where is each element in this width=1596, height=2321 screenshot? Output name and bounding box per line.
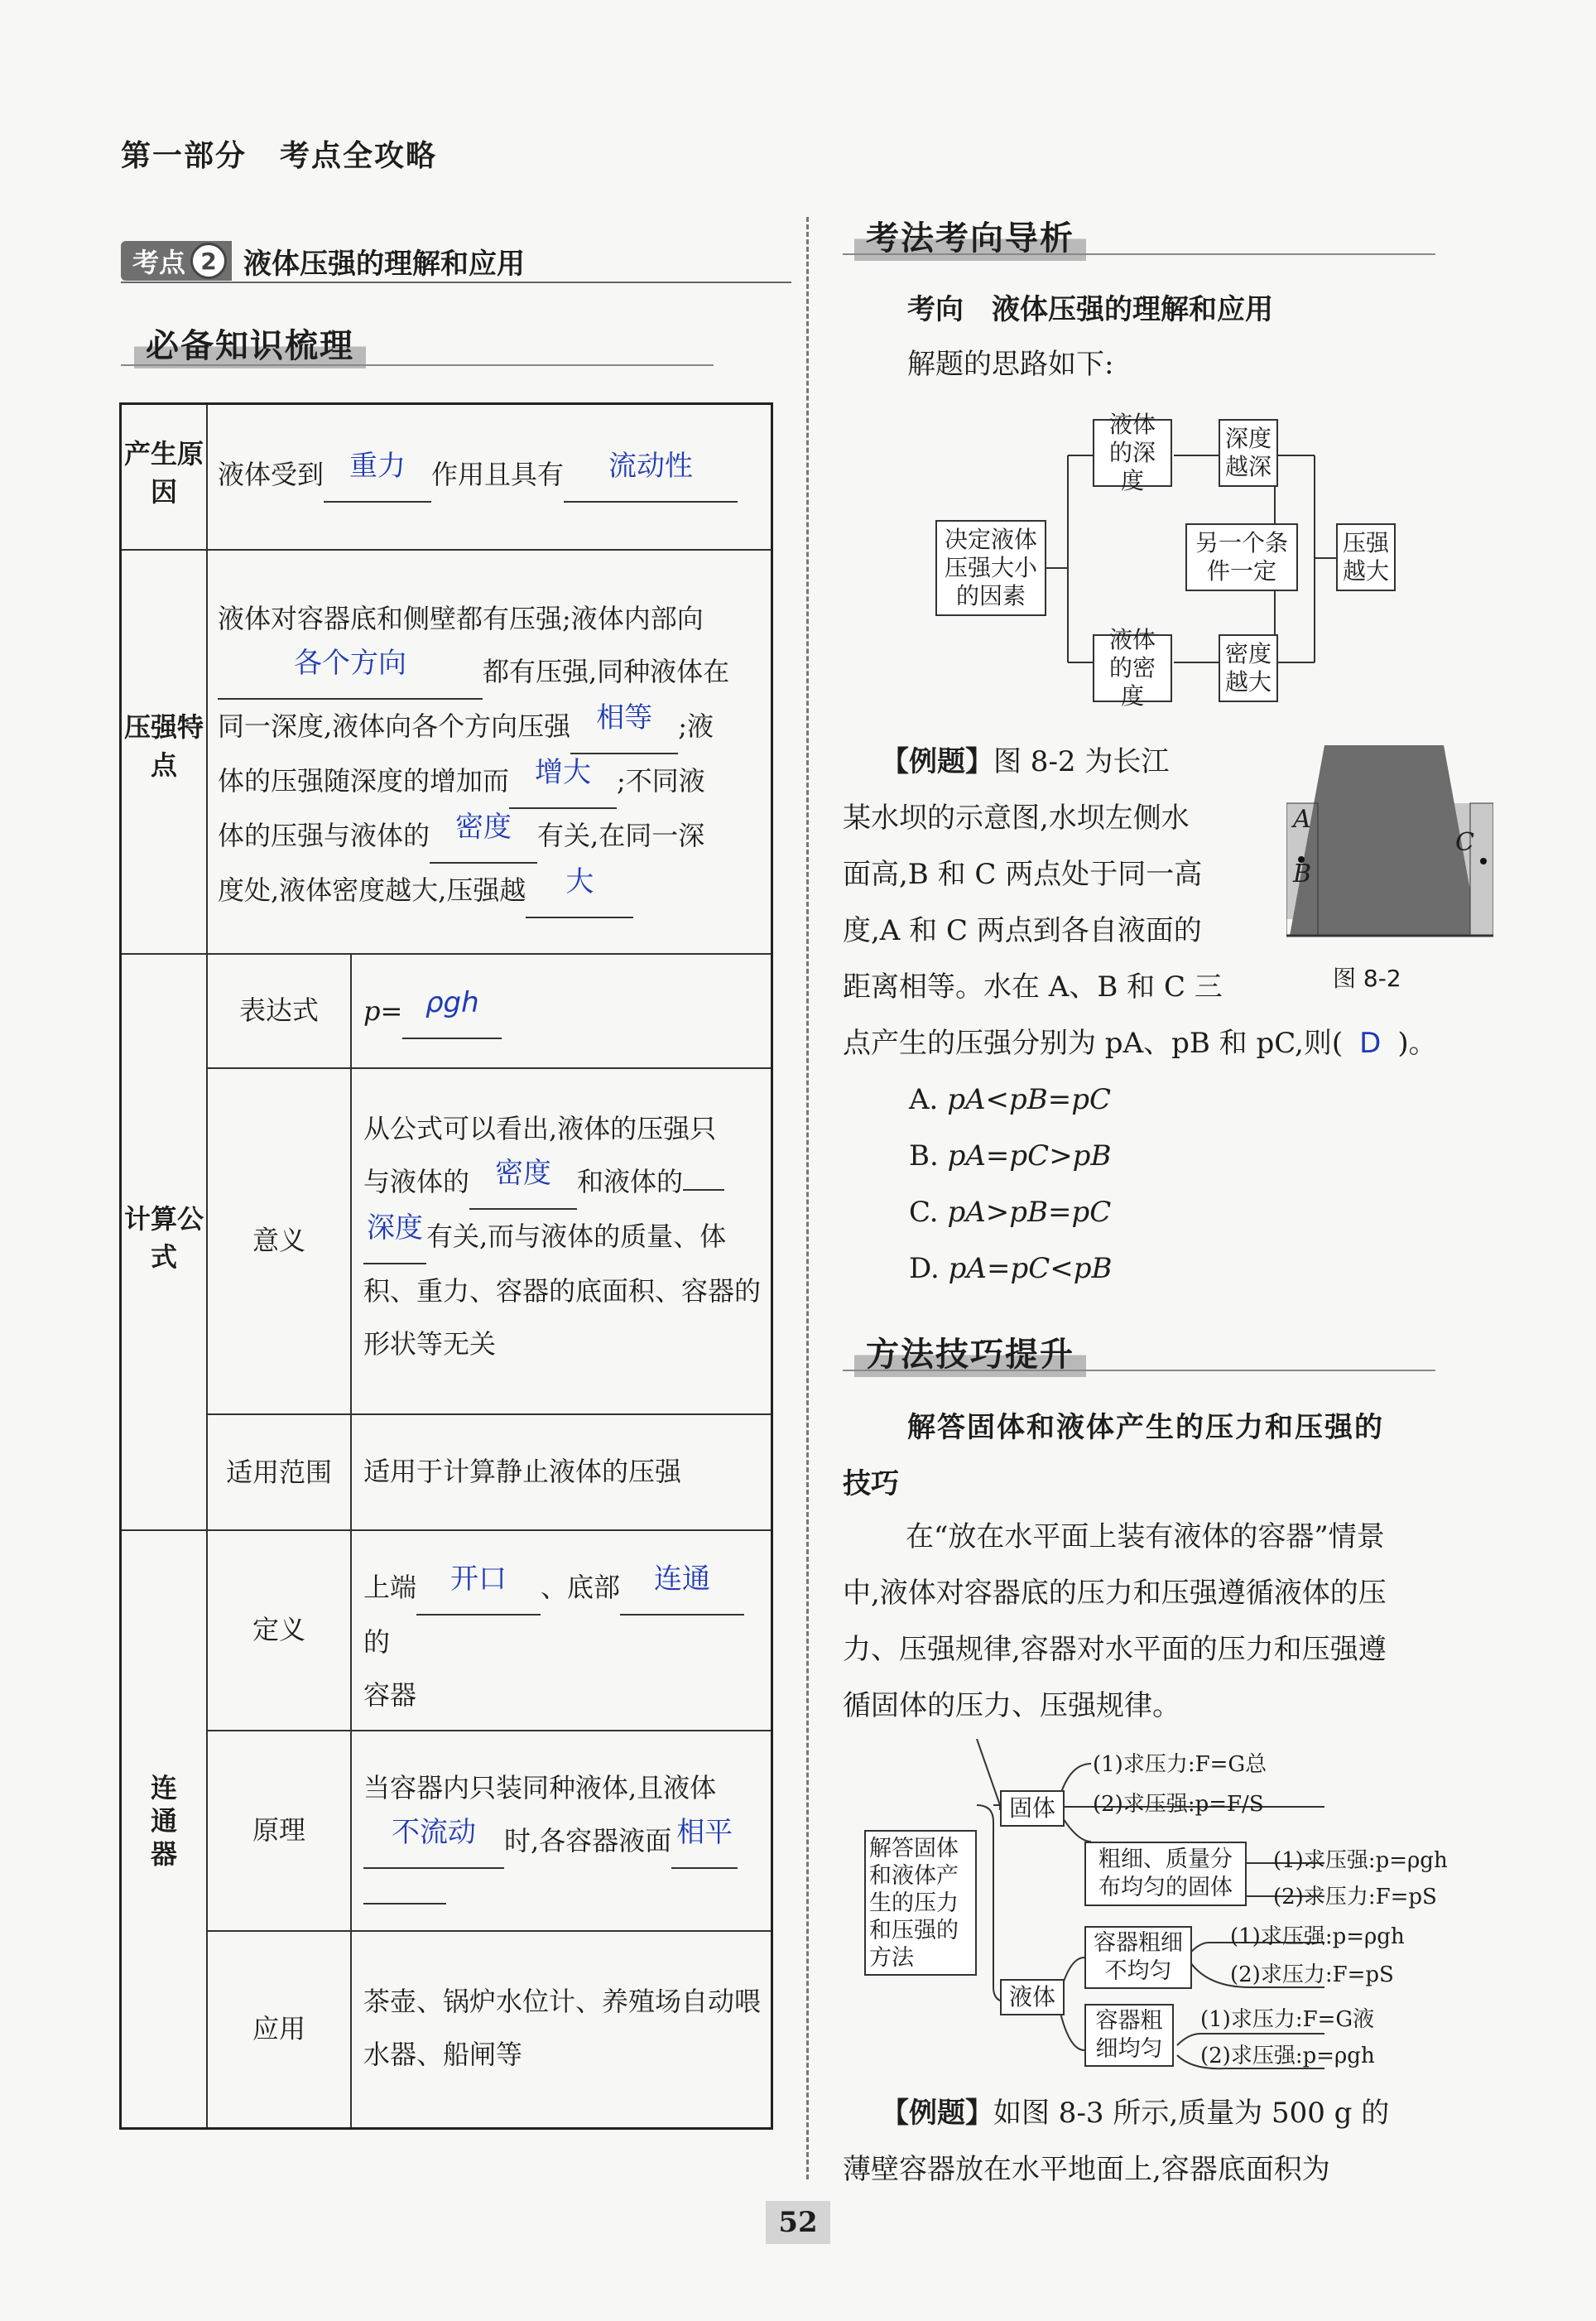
row-divider <box>206 1730 771 1731</box>
scope-cell: 适用于计算静止液体的压强 <box>363 1456 682 1487</box>
analysis-heading: 考法考向导析 <box>854 212 1086 261</box>
tree-uniform-force: (2)求压力:F=pS <box>1273 1885 1437 1909</box>
tree-liquid-box: 液体 <box>1000 1979 1065 2015</box>
features-cell: 液体对容器底和侧壁都有压强;液体内部向 各个方向 都有压强,同种液体在 同一深度,液体向各个方向压强 相等 ;液 体的压强随深度的增加而 增大 ;不同液 体的压强与液体的 密度 有关,在同一深 度处,液体密度越大,压强越 大 <box>218 592 771 918</box>
tree-nonuniform-pressure: (1)求压强:p=ρgh <box>1230 1924 1405 1949</box>
blank-all-directions: 各个方向 <box>218 645 483 700</box>
meaning-label: 意义 <box>252 1225 305 1256</box>
section-heading <box>121 240 525 282</box>
row-divider <box>122 1529 771 1531</box>
example-tag: 【例题】 <box>881 745 993 778</box>
col-divider <box>206 405 208 2127</box>
tree-uniform-liquid-force: (1)求压力:F=G液 <box>1200 2007 1375 2032</box>
flow-other-box: 另一个条件一定 <box>1185 523 1298 591</box>
definition-cell: 上端 开口 、底部 连通的 容器 <box>363 1561 769 1721</box>
col-divider <box>350 953 352 1529</box>
principle-label: 原理 <box>252 1814 305 1846</box>
formula-label: 计算公式 <box>123 1203 204 1273</box>
method-title-1: 解答固体和液体产生的压力和压强的 <box>907 1411 1384 1444</box>
example2-line-2: 薄壁容器放在水平地面上,容器底面积为 <box>843 2153 1330 2186</box>
page-number: 52 <box>766 2201 830 2244</box>
tree-solid-pressure: (2)求压强:p=F/S <box>1093 1792 1264 1817</box>
analysis-rule <box>843 253 1435 255</box>
section-title: 液体压强的理解和应用 <box>243 247 526 281</box>
application-label: 应用 <box>252 2013 305 2044</box>
blank-increase: 增大 <box>509 754 617 809</box>
option-c: C. pA>pB=pC <box>909 1196 1112 1229</box>
method-paragraph: 在“放在水平面上装有液体的容器”情景 中,液体对容器底的压力和压强遵循液体的压 力、压强规律,容器对水平面的压力和压强遵 循固体的压力、压强规律。 <box>843 1520 1387 1722</box>
blank-equal: 相等 <box>570 700 678 754</box>
example-text: 【例题】图 8-2 为长江 <box>881 745 1170 778</box>
flow-denser-box: 密度越大 <box>1219 634 1278 702</box>
section-rule <box>121 282 791 283</box>
knowledge-heading: 必备知识梳理 <box>134 320 366 368</box>
blank-still: 不流动 <box>363 1814 504 1869</box>
column-divider <box>806 217 809 2179</box>
definition-label: 定义 <box>252 1614 305 1645</box>
blank-depth: 深度 <box>363 1210 426 1264</box>
application-cell: 茶壶、锅炉水位计、养殖场自动喂 水器、船闸等 <box>363 1986 762 2070</box>
principle-cell: 当容器内只装同种液体,且液体 不流动 时,各容器液面 相平 <box>363 1761 769 1922</box>
point-a-label: A <box>1293 805 1311 834</box>
blank-density: 密度 <box>430 809 537 864</box>
part-label: 第一部分 <box>121 139 248 173</box>
tree-solid-force: (1)求压力:F=G总 <box>1093 1752 1267 1777</box>
cause-cell: 液体受到 重力 作用且具有 流动性 <box>218 448 764 503</box>
row-divider <box>122 549 771 551</box>
option-a: A. pA<pB=pC <box>909 1083 1112 1116</box>
blank-gravity: 重力 <box>324 448 431 503</box>
flow-root-box: 决定液体压强大小的因素 <box>935 520 1046 616</box>
point-c-label: C <box>1455 828 1474 857</box>
example-lines: 某水坝的示意图,水坝左侧水 面高,B 和 C 两点处于同一高 度,A 和 C 两点到各自液面的 距离相等。水在 A、B 和 C 三 <box>843 802 1223 1004</box>
option-b: B. pA=pC>pB <box>909 1139 1112 1173</box>
kaodian-badge <box>121 241 232 281</box>
point-b-label: B <box>1293 860 1312 888</box>
option-d: D. pA=pC<pB <box>909 1252 1113 1285</box>
tree-uniform-pressure: (1)求压强:p=ρgh <box>1273 1848 1448 1873</box>
features-label: 压强特点 <box>123 711 204 781</box>
row-divider <box>206 1930 771 1932</box>
intro-text: 解题的思路如下: <box>907 348 1114 381</box>
knowledge-table <box>119 402 773 2130</box>
example2-tag: 【例题】 <box>881 2097 993 2130</box>
blank-density-2: 密度 <box>469 1155 577 1210</box>
blank-fluidity: 流动性 <box>564 448 738 503</box>
meaning-cell: 从公式可以看出,液体的压强只 与液体的 密度 和液体的 深度 有关,而与液体的质量、体 积、重力、容器的底面积、容器的 形状等无关 <box>363 1113 762 1360</box>
tree-uniform-box: 容器粗细均匀 <box>1084 2004 1174 2067</box>
tree-nonuniform-box: 容器粗细不均匀 <box>1084 1926 1192 1989</box>
method-title-2: 技巧 <box>843 1467 899 1500</box>
tree-uniform-liquid-pressure: (2)求压强:p=ρgh <box>1200 2044 1375 2068</box>
method-rule <box>843 1370 1435 1371</box>
row-divider <box>206 1413 771 1415</box>
tree-root-box: 解答固体和液体产生的压力和压强的方法 <box>864 1830 977 1976</box>
flow-result-box: 压强越大 <box>1336 523 1396 591</box>
tree-uniform-solid-box: 粗细、质量分布均匀的固体 <box>1084 1842 1247 1906</box>
flow-deeper-box: 深度越深 <box>1219 419 1278 487</box>
method-heading: 方法技巧提升 <box>854 1328 1086 1377</box>
scope-label: 适用范围 <box>225 1457 332 1488</box>
badge-number: 2 <box>190 243 227 279</box>
blank-level: 相平 <box>671 1814 738 1869</box>
header-title: 考点全攻略 <box>280 139 438 173</box>
flow-density-box: 液体的密度 <box>1093 634 1172 702</box>
connector-label: 连通器 <box>150 1772 177 1870</box>
direction-title: 考向 液体压强的理解和应用 <box>907 293 1273 326</box>
blank-rho-g-h: ρgh <box>402 985 502 1039</box>
figure-caption: 图 8-2 <box>1333 965 1401 992</box>
badge-label: 考点 <box>132 247 186 278</box>
blank-open: 开口 <box>416 1561 541 1616</box>
blank-large: 大 <box>526 864 633 918</box>
col-divider <box>350 1529 352 2127</box>
answer-mark: D <box>1359 1027 1382 1060</box>
tree-solid-box: 固体 <box>1000 1790 1065 1827</box>
row-divider <box>122 953 771 955</box>
tree-nonuniform-force: (2)求压力:F=pS <box>1230 1962 1394 1987</box>
knowledge-rule <box>121 364 714 366</box>
row-divider <box>206 1067 771 1069</box>
expr-label: 表达式 <box>238 994 319 1026</box>
expr-cell: p= ρgh <box>363 985 502 1039</box>
example-question: 点产生的压强分别为 pA、pB 和 pC,则( D )。 <box>843 1027 1437 1060</box>
flow-depth-box: 液体的深度 <box>1093 419 1172 487</box>
example2-line-1: 【例题】如图 8-3 所示,质量为 500 g 的 <box>881 2097 1390 2130</box>
cause-label: 产生原因 <box>123 438 204 508</box>
page-header <box>121 132 437 175</box>
blank-connected: 连通 <box>620 1561 744 1616</box>
